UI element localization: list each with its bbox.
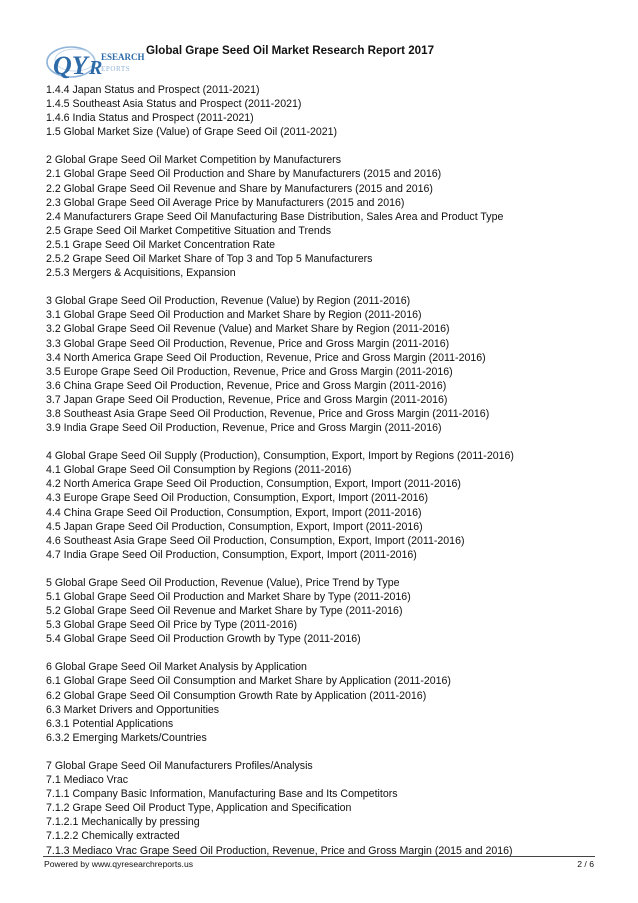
toc-entry: 2.4 Manufacturers Grape Seed Oil Manufacturing Base Distribution, Sales Area and Product Type: [46, 210, 504, 223]
toc-entry: 3.8 Southeast Asia Grape Seed Oil Production, Revenue, Price and Gross Margin (2011-2016): [46, 407, 490, 420]
toc-section: [46, 153, 606, 280]
toc-entry: 7.1.3 Mediaco Vrac Grape Seed Oil Production, Revenue, Price and Gross Margin (2015 and 2016): [46, 844, 513, 857]
toc-entry: 6.3.2 Emerging Markets/Countries: [46, 731, 207, 744]
toc-entry: 5.1 Global Grape Seed Oil Production and Market Share by Type (2011-2016): [46, 591, 411, 603]
footer-powered-by: Powered by www.qyresearchreports.us: [44, 859, 194, 869]
toc-entry: 7.1.1 Company Basic Information, Manufacturing Base and Its Competitors: [46, 788, 398, 801]
toc-entry: 2.1 Global Grape Seed Oil Production and Share by Manufacturers (2015 and 2016): [46, 168, 442, 181]
logo-word-research: ESEARCH: [101, 52, 145, 62]
toc-entry: 4.3 Europe Grape Seed Oil Production, Consumption, Export, Import (2011-2016): [46, 492, 428, 505]
toc-entry: 3.1 Global Grape Seed Oil Production and Market Share by Region (2011-2016): [46, 309, 422, 322]
toc-entry: 6 Global Grape Seed Oil Market Analysis by Application: [46, 661, 307, 674]
toc-entry: 4.5 Japan Grape Seed Oil Production, Consumption, Export, Import (2011-2016): [46, 520, 423, 533]
toc-entry: 3.9 India Grape Seed Oil Production, Revenue, Price and Gross Margin (2011-2016): [46, 422, 442, 435]
toc-entry: 4.7 India Grape Seed Oil Production, Consumption, Export, Import (2011-2016): [46, 548, 417, 561]
toc-entry: 7 Global Grape Seed Oil Manufacturers Profiles/Analysis: [46, 759, 313, 772]
toc-entry: 5.4 Global Grape Seed Oil Production Growth by Type (2011-2016): [46, 633, 361, 646]
toc-entry: 2 Global Grape Seed Oil Market Competition by Manufacturers: [46, 154, 341, 167]
toc-entry: 3 Global Grape Seed Oil Production, Revenue (Value) by Region (2011-2016): [46, 295, 411, 308]
logo-letters: QY: [53, 51, 88, 80]
toc-section: [46, 576, 606, 646]
toc-entry: 3.6 China Grape Seed Oil Production, Revenue, Price and Gross Margin (2011-2016): [46, 379, 447, 392]
toc-entry: 7.1.2.1 Mechanically by pressing: [46, 816, 200, 829]
svg-text:R: R: [89, 57, 103, 79]
toc-section: [46, 759, 606, 858]
toc-entry: 2.5.1 Grape Seed Oil Market Concentration Rate: [46, 238, 276, 251]
page-title: Global Grape Seed Oil Market Research Report 2017: [146, 44, 435, 57]
toc-entry: 2.3 Global Grape Seed Oil Average Price by Manufacturers (2015 and 2016): [46, 196, 405, 209]
toc-entry: 2.5 Grape Seed Oil Market Competitive Situation and Trends: [46, 224, 332, 237]
toc-entry: 1.5 Global Market Size (Value) of Grape Seed Oil (2011-2021): [46, 126, 338, 139]
toc-entry: 1.4.4 Japan Status and Prospect (2011-2021): [46, 84, 260, 96]
footer-divider: [43, 856, 595, 857]
toc-entry: 4.6 Southeast Asia Grape Seed Oil Production, Consumption, Export, Import (2011-2016): [46, 534, 465, 547]
toc-section: [46, 660, 606, 745]
toc-entry: 1.4.6 India Status and Prospect (2011-2021): [46, 112, 254, 125]
toc-entry: 5.2 Global Grape Seed Oil Revenue and Market Share by Type (2011-2016): [46, 605, 403, 618]
toc-entry: 2.2 Global Grape Seed Oil Revenue and Share by Manufacturers (2015 and 2016): [46, 182, 433, 195]
toc-entry: 6.2 Global Grape Seed Oil Consumption Growth Rate by Application (2011-2016): [46, 689, 427, 702]
toc-entry: 4.1 Global Grape Seed Oil Consumption by Regions (2011-2016): [46, 464, 352, 477]
logo-word-reports: EPORTS: [101, 65, 131, 73]
toc-entry: 2.5.2 Grape Seed Oil Market Share of Top 3 and Top 5 Manufacturers: [46, 253, 373, 266]
toc-section: [46, 294, 606, 435]
toc-entry: 2.5.3 Mergers & Acquisitions, Expansion: [46, 267, 236, 280]
toc-entry: 3.7 Japan Grape Seed Oil Production, Revenue, Price and Gross Margin (2011-2016): [46, 393, 448, 406]
toc-section: [46, 449, 606, 562]
toc-entry: 3.4 North America Grape Seed Oil Production, Revenue, Price and Gross Margin (2011-2016): [46, 351, 486, 364]
toc-entry: 1.4.5 Southeast Asia Status and Prospect (2011-2021): [46, 98, 302, 111]
toc-entry: 5.3 Global Grape Seed Oil Price by Type (2011-2016): [46, 619, 298, 632]
toc-entry: 4 Global Grape Seed Oil Supply (Production), Consumption, Export, Import by Regions (2011-2016): [46, 450, 514, 463]
table-of-contents: [46, 83, 606, 872]
toc-entry: 6.3 Market Drivers and Opportunities: [46, 703, 220, 716]
toc-entry: 3.5 Europe Grape Seed Oil Production, Revenue, Price and Gross Margin (2011-2016): [46, 365, 453, 378]
toc-entry: 3.3 Global Grape Seed Oil Production, Revenue, Price and Gross Margin (2011-2016): [46, 337, 450, 350]
toc-section: [46, 83, 606, 139]
toc-entry: 7.1 Mediaco Vrac: [46, 774, 129, 787]
footer-page-number: 2 / 6: [577, 859, 594, 869]
toc-entry: 5 Global Grape Seed Oil Production, Revenue (Value), Price Trend by Type: [46, 576, 400, 589]
toc-entry: 6.1 Global Grape Seed Oil Consumption and Market Share by Application (2011-2016): [46, 675, 451, 688]
toc-entry: 4.2 North America Grape Seed Oil Production, Consumption, Export, Import (2011-2016): [46, 478, 461, 491]
toc-entry: 7.1.2.2 Chemically extracted: [46, 830, 180, 843]
toc-entry: 7.1.2 Grape Seed Oil Product Type, Application and Specification: [46, 802, 352, 815]
toc-entry: 6.3.1 Potential Applications: [46, 717, 174, 730]
toc-entry: 4.4 China Grape Seed Oil Production, Consumption, Export, Import (2011-2016): [46, 506, 422, 519]
qyresearch-logo: [45, 40, 145, 82]
toc-entry: 3.2 Global Grape Seed Oil Revenue (Value) and Market Share by Region (2011-2016): [46, 323, 450, 336]
